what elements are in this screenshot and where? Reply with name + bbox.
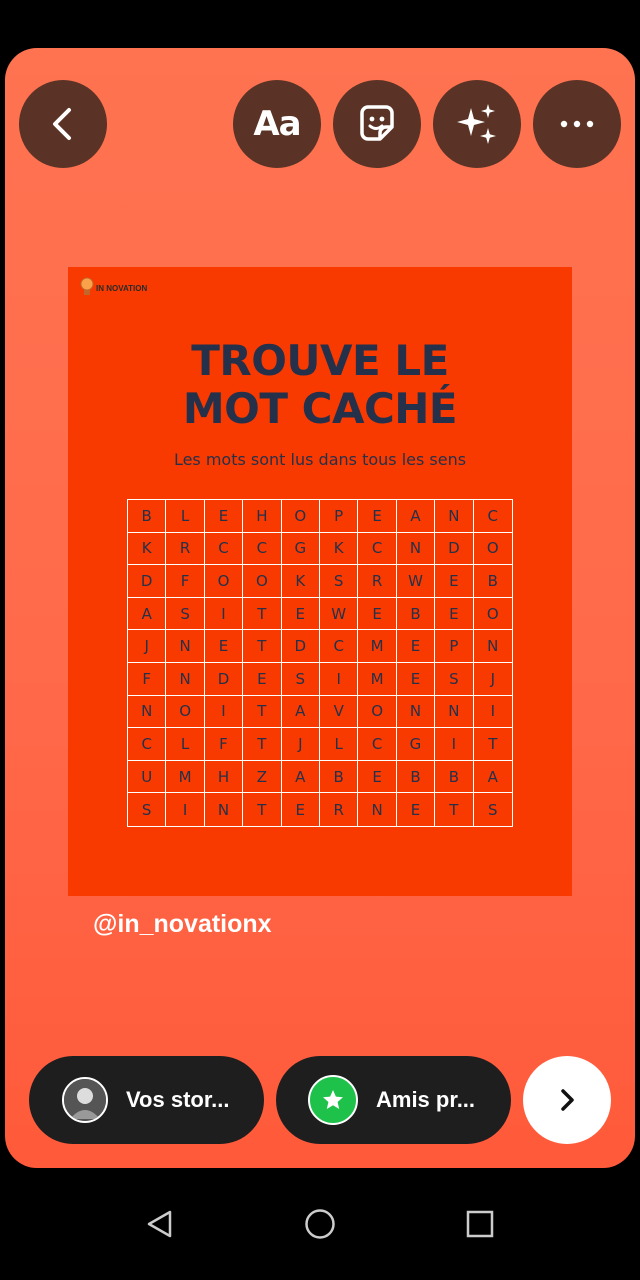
brand-logo	[80, 277, 147, 299]
nav-home-button[interactable]	[300, 1204, 340, 1244]
close-friends-label: Amis pr...	[376, 1087, 476, 1112]
grid-cell: E	[358, 500, 396, 533]
grid-cell: C	[128, 728, 166, 761]
grid-cell: D	[435, 533, 473, 566]
grid-cell: C	[205, 533, 243, 566]
grid-cell: H	[243, 500, 281, 533]
grid-cell: E	[282, 793, 320, 826]
grid-cell: M	[358, 630, 396, 663]
grid-cell: S	[128, 793, 166, 826]
grid-cell: U	[128, 761, 166, 794]
grid-cell: T	[435, 793, 473, 826]
grid-cell: N	[435, 500, 473, 533]
grid-cell: M	[166, 761, 204, 794]
grid-cell: T	[243, 728, 281, 761]
more-button[interactable]	[533, 80, 621, 168]
square-recents-icon	[466, 1210, 494, 1238]
grid-cell: C	[243, 533, 281, 566]
lightbulb-icon	[80, 277, 94, 299]
grid-cell: O	[166, 696, 204, 729]
grid-cell: N	[128, 696, 166, 729]
grid-cell: I	[205, 696, 243, 729]
close-friends-button[interactable]	[276, 1056, 511, 1144]
grid-cell: E	[358, 598, 396, 631]
grid-cell: A	[474, 761, 512, 794]
more-horizontal-icon	[559, 119, 595, 129]
grid-cell: I	[474, 696, 512, 729]
grid-cell: W	[397, 565, 435, 598]
grid-cell: I	[205, 598, 243, 631]
post-title	[68, 337, 572, 433]
logo-text: IN NOVATION	[96, 283, 148, 293]
your-story-button[interactable]	[29, 1056, 264, 1144]
system-navigation-bar	[0, 1168, 640, 1280]
grid-cell: E	[435, 565, 473, 598]
chevron-right-icon	[554, 1087, 580, 1113]
grid-cell: B	[320, 761, 358, 794]
grid-cell: E	[282, 598, 320, 631]
grid-cell: R	[166, 533, 204, 566]
grid-cell: S	[435, 663, 473, 696]
grid-cell: B	[397, 598, 435, 631]
effects-button[interactable]	[433, 80, 521, 168]
grid-cell: A	[282, 696, 320, 729]
grid-cell: E	[435, 598, 473, 631]
grid-cell: I	[435, 728, 473, 761]
avatar	[62, 1077, 108, 1123]
grid-cell: T	[243, 598, 281, 631]
grid-cell: O	[243, 565, 281, 598]
profile-photo	[64, 1079, 106, 1121]
back-button[interactable]	[19, 80, 107, 168]
sticker-icon	[354, 101, 400, 147]
star-icon	[321, 1088, 345, 1112]
grid-cell: J	[474, 663, 512, 696]
grid-cell: O	[474, 533, 512, 566]
grid-cell: P	[320, 500, 358, 533]
grid-cell: M	[358, 663, 396, 696]
your-story-label: Vos stor...	[126, 1087, 230, 1112]
word-search-grid	[127, 499, 513, 827]
sparkles-icon	[453, 100, 501, 148]
grid-cell: O	[282, 500, 320, 533]
grid-cell: G	[397, 728, 435, 761]
post-title-line-1: TROUVE LE	[191, 336, 449, 385]
sticker-button[interactable]	[333, 80, 421, 168]
next-button[interactable]	[523, 1056, 611, 1144]
grid-cell: E	[397, 793, 435, 826]
grid-cell: G	[282, 533, 320, 566]
text-tool-button[interactable]	[233, 80, 321, 168]
grid-cell: D	[128, 565, 166, 598]
grid-cell: S	[488, 800, 498, 819]
grid-cell: S	[282, 663, 320, 696]
grid-cell: A	[397, 500, 435, 533]
grid-cell: R	[320, 793, 358, 826]
grid-cell: L	[166, 500, 204, 533]
grid-cell: A	[282, 761, 320, 794]
post-subtitle: Les mots sont lus dans tous les sens	[173, 450, 467, 469]
grid-cell: E	[243, 663, 281, 696]
story-editor	[5, 48, 635, 1168]
grid-cell: D	[282, 630, 320, 663]
grid-cell: R	[358, 565, 396, 598]
grid-cell: T	[243, 630, 281, 663]
grid-cell: N	[435, 696, 473, 729]
close-friends-badge	[308, 1075, 358, 1125]
grid-cell: N	[358, 793, 396, 826]
grid-cell: C	[358, 728, 396, 761]
triangle-back-icon	[145, 1209, 175, 1239]
grid-cell: C	[474, 500, 512, 533]
grid-cell: B	[128, 500, 166, 533]
text-tool-label: Aa	[253, 104, 301, 144]
grid-cell: V	[320, 696, 358, 729]
grid-cell: P	[435, 630, 473, 663]
grid-cell: K	[128, 533, 166, 566]
grid-cell: J	[282, 728, 320, 761]
grid-cell: F	[166, 565, 204, 598]
grid-cell: L	[320, 728, 358, 761]
shared-post[interactable]	[68, 267, 572, 896]
grid-cell: C	[320, 630, 358, 663]
grid-cell: S	[320, 565, 358, 598]
grid-cell: E	[397, 663, 435, 696]
grid-cell: F	[128, 663, 166, 696]
grid-cell: E	[205, 500, 243, 533]
grid-cell: N	[397, 533, 435, 566]
chevron-left-icon	[43, 104, 83, 144]
grid-cell: B	[397, 761, 435, 794]
grid-cell: T	[474, 728, 512, 761]
grid-cell: N	[205, 793, 243, 826]
grid-cell: W	[320, 598, 358, 631]
grid-cell: O	[474, 598, 512, 631]
grid-cell: N	[474, 630, 512, 663]
grid-cell: S	[166, 598, 204, 631]
grid-cell: E	[397, 630, 435, 663]
grid-cell: N	[166, 630, 204, 663]
grid-cell: T	[243, 793, 281, 826]
grid-cell: N	[166, 663, 204, 696]
nav-recents-button[interactable]	[460, 1204, 500, 1244]
grid-cell: E	[205, 630, 243, 663]
post-title-line-2: MOT CACHÉ	[182, 384, 458, 433]
grid-cell: O	[205, 565, 243, 598]
grid-cell: L	[166, 728, 204, 761]
nav-back-button[interactable]	[140, 1204, 180, 1244]
grid-cell: B	[435, 761, 473, 794]
grid-cell: C	[358, 533, 396, 566]
grid-cell: J	[128, 630, 166, 663]
grid-cell: I	[166, 793, 204, 826]
circle-home-icon	[304, 1208, 336, 1240]
grid-cell: N	[397, 696, 435, 729]
grid-cell: O	[358, 696, 396, 729]
grid-cell: D	[205, 663, 243, 696]
grid-cell: K	[282, 565, 320, 598]
mention-sticker[interactable]: @in_novationx	[93, 910, 272, 938]
grid-cell: Z	[243, 761, 281, 794]
grid-cell: F	[205, 728, 243, 761]
grid-cell: K	[320, 533, 358, 566]
grid-cell: H	[205, 761, 243, 794]
grid-cell: I	[320, 663, 358, 696]
grid-cell: E	[358, 761, 396, 794]
grid-cell: B	[474, 565, 512, 598]
grid-cell: T	[243, 696, 281, 729]
grid-cell: A	[128, 598, 166, 631]
